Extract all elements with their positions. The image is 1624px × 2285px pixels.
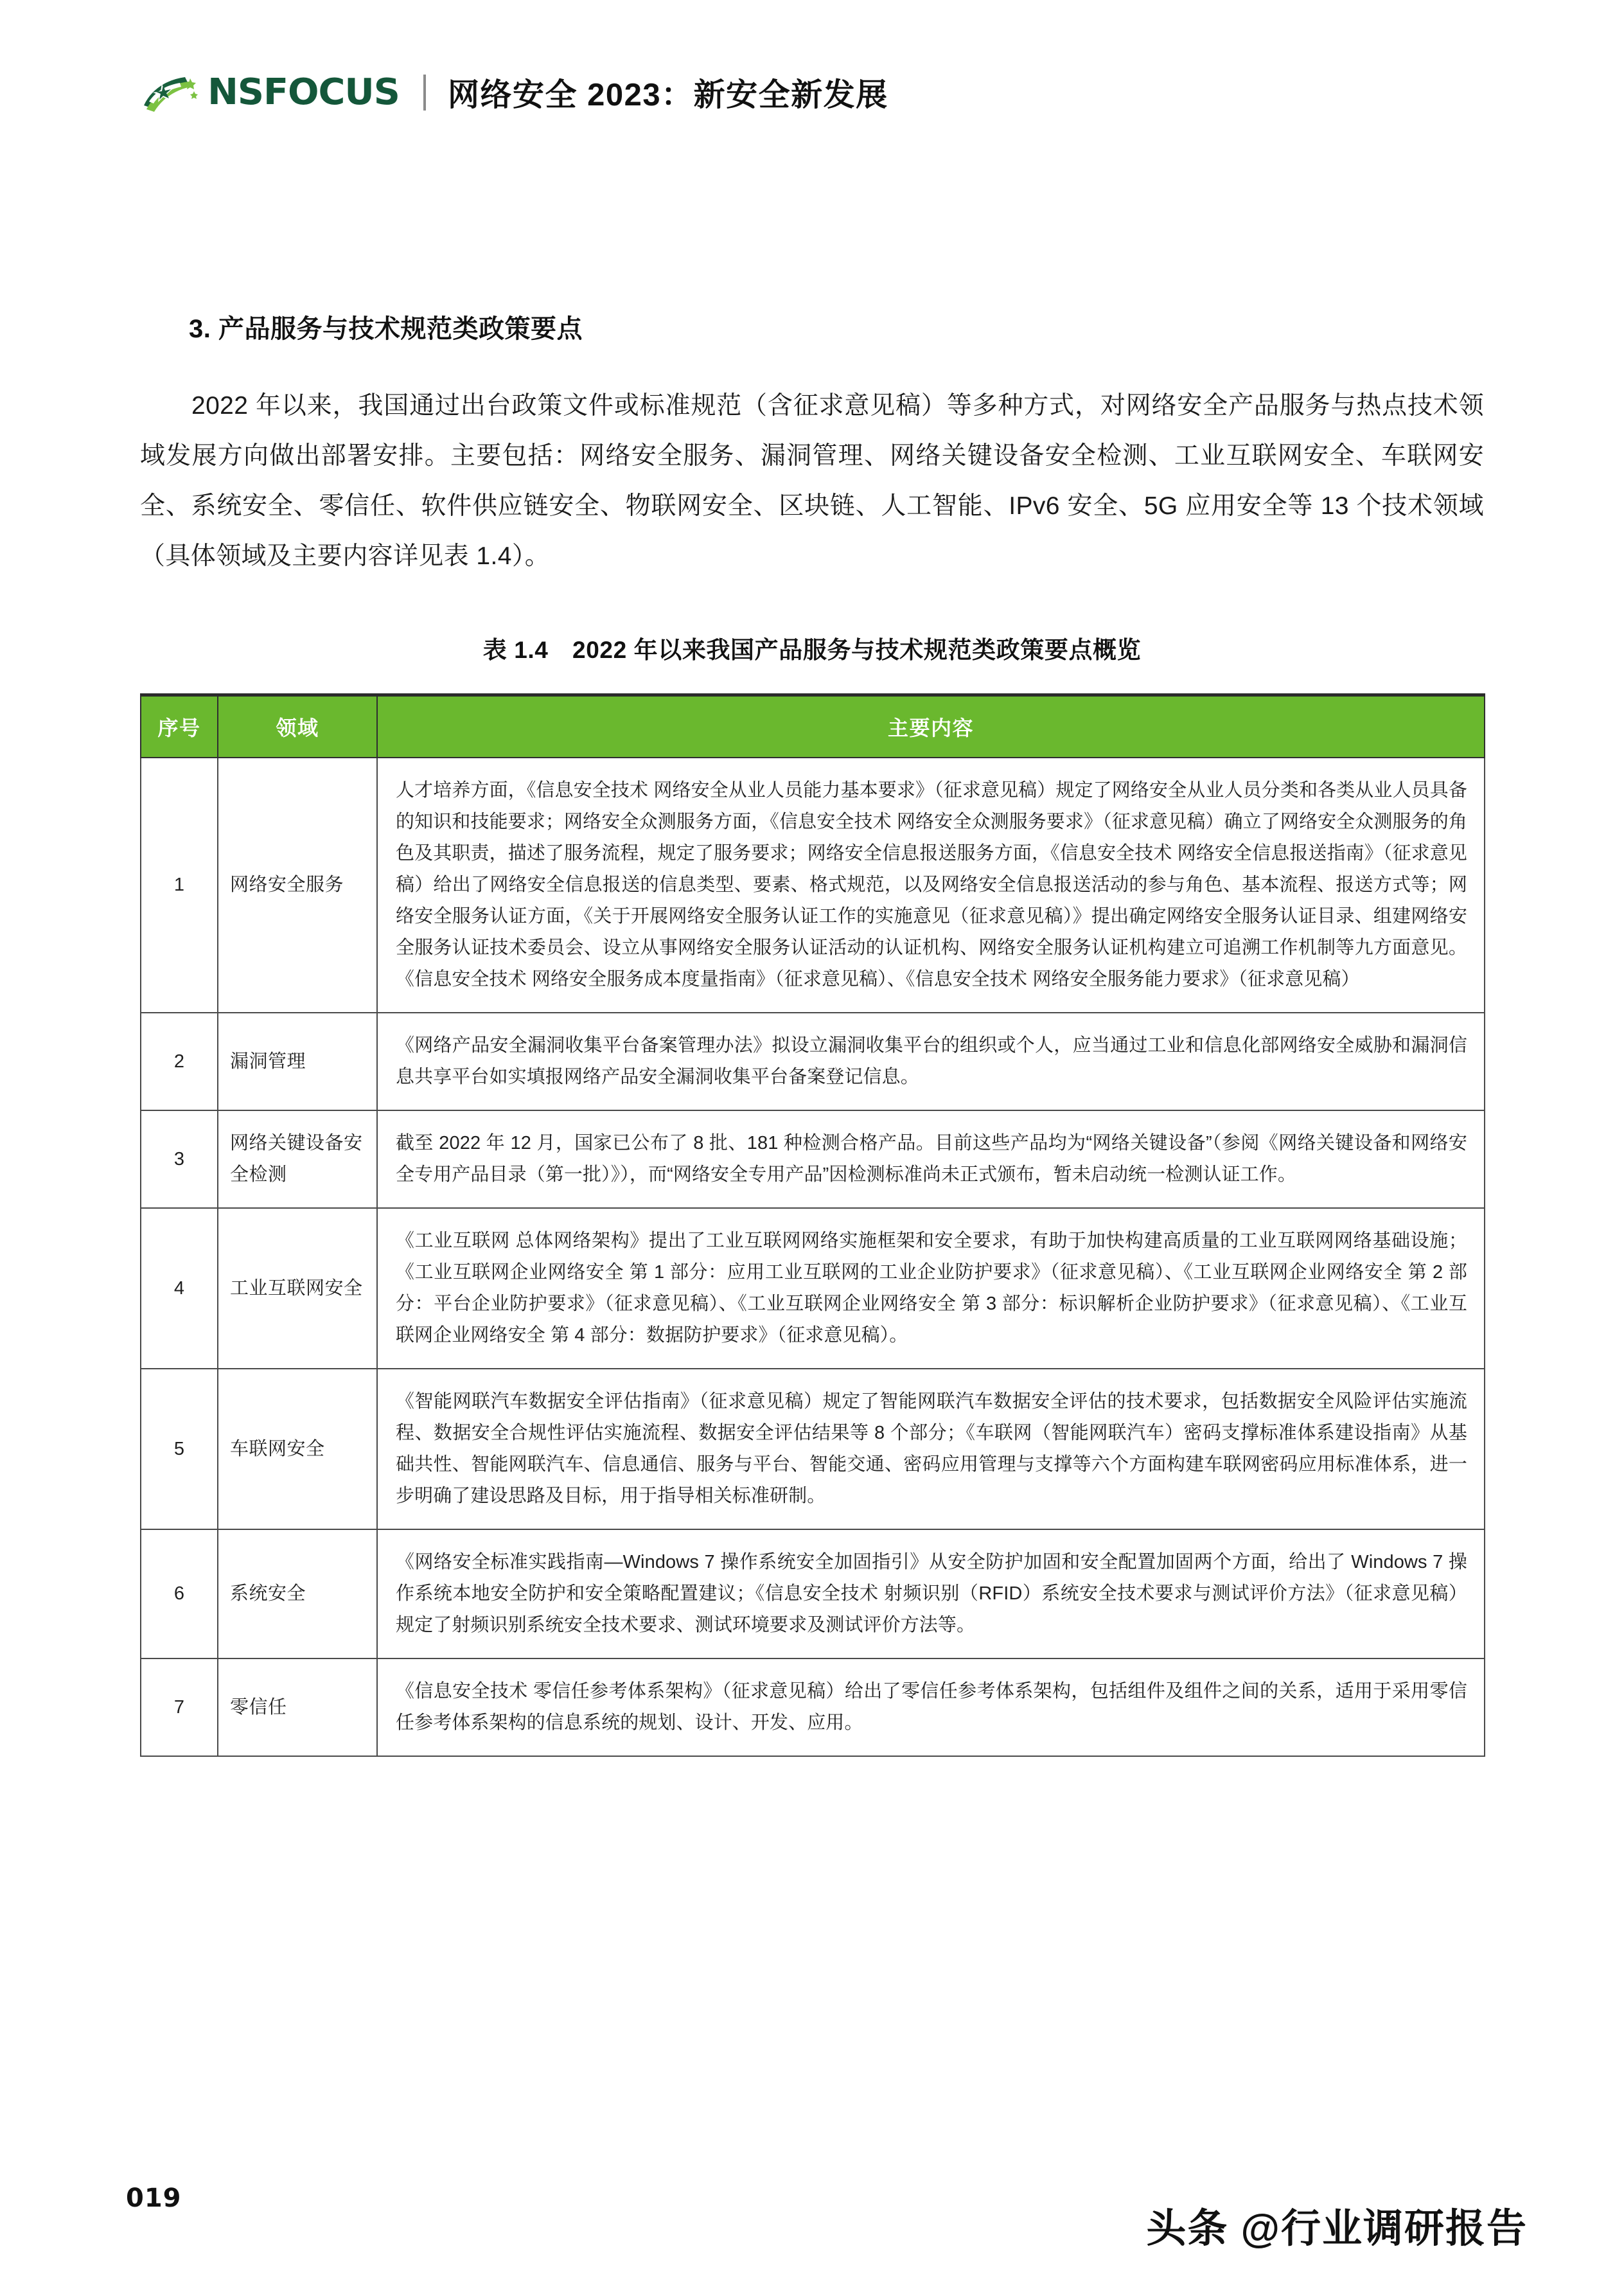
- cell-main: 《网络安全标准实践指南—Windows 7 操作系统安全加固指引》从安全防护加固和安全配置加固两个方面，给出了 Windows 7 操作系统本地安全防护和安全策略配置建议；《信息安全技术 射频识别（RFID）系统安全技术要求与测试评价方法》（征求意见稿）规定了射频识别系统安全技术要求、测试环境要求及测试评价方法等。: [377, 1529, 1485, 1658]
- cell-no: 6: [141, 1529, 218, 1658]
- table-row: [141, 1369, 1485, 1529]
- table-row: [141, 1529, 1485, 1658]
- column-header-main: 主要内容: [377, 695, 1485, 758]
- table-caption: 表 1.4 2022 年以来我国产品服务与技术规范类政策要点概览: [482, 637, 1142, 663]
- cell-field: 零信任: [218, 1658, 377, 1756]
- table-row: [141, 1208, 1485, 1369]
- table-header-row: [141, 695, 1485, 758]
- page-number: 019: [126, 2183, 182, 2213]
- header-divider: [423, 75, 426, 111]
- cell-main: 《智能网联汽车数据安全评估指南》（征求意见稿）规定了智能网联汽车数据安全评估的技术要求，包括数据安全风险评估实施流程、数据安全合规性评估实施流程、数据安全评估结果等 8 个部分；《车联网（智能网联汽车）密码支撑标准体系建设指南》从基础共性、智能网联汽车、信息通信、服务与平台、智能交通、密码应用管理与支撑等六个方面构建车联网密码应用标准体系，进一步明确了建设思路及目标，用于指导相关标准研制。: [377, 1369, 1485, 1529]
- cell-main: 人才培养方面，《信息安全技术 网络安全从业人员能力基本要求》（征求意见稿）规定了网络安全从业人员分类和各类从业人员具备的知识和技能要求；网络安全众测服务方面，《信息安全技术 网络安全众测服务要求》（征求意见稿）确立了网络安全众测服务的角色及其职责，描述了服务流程，规定了服务要求；网络安全信息报送服务方面，《信息安全技术 网络安全信息报送指南》（征求意见稿）给出了网络安全信息报送的信息类型、要素、格式规范，以及网络安全信息报送活动的参与角色、基本流程、报送方式等；网络安全服务认证方面，《关于开展网络安全服务认证工作的实施意见（征求意见稿）》提出确定网络安全服务认证目录、组建网络安全服务认证技术委员会、设立从事网络安全服务认证活动的认证机构、网络安全服务认证机构建立可追溯工作机制等九方面意见。《信息安全技术 网络安全服务成本度量指南》（征求意见稿）、《信息安全技术 网络安全服务能力要求》（征求意见稿）: [377, 758, 1485, 1013]
- cell-field: 工业互联网安全: [218, 1208, 377, 1369]
- cell-no: 7: [141, 1658, 218, 1756]
- table-row: [141, 758, 1485, 1013]
- watermark: 头条 @行业调研报告: [1146, 2207, 1528, 2251]
- cell-main: 截至 2022 年 12 月，国家已公布了 8 批、181 种检测合格产品。目前这些产品均为“网络关键设备”（参阅《网络关键设备和网络安全专用产品目录（第一批）》），而“网络安全专用产品”因检测标准尚未正式颁布，暂未启动统一检测认证工作。: [377, 1110, 1485, 1208]
- nsfocus-wordmark: NSFOCUS: [207, 71, 400, 113]
- cell-no: 2: [141, 1013, 218, 1110]
- cell-no: 4: [141, 1208, 218, 1369]
- page-header: [140, 69, 888, 116]
- cell-main: 《网络产品安全漏洞收集平台备案管理办法》拟设立漏洞收集平台的组织或个人，应当通过工业和信息化部网络安全威胁和漏洞信息共享平台如实填报网络产品安全漏洞收集平台备案登记信息。: [377, 1013, 1485, 1110]
- cell-field: 车联网安全: [218, 1369, 377, 1529]
- table-row: [141, 1658, 1485, 1756]
- nsfocus-logo: [140, 69, 398, 116]
- policy-overview-table: [140, 693, 1485, 1757]
- body-paragraph: 2022 年以来，我国通过出台政策文件或标准规范（含征求意见稿）等多种方式，对网络安全产品服务与热点技术领域发展方向做出部署安排。主要包括：网络安全服务、漏洞管理、网络关键设备安全检测、工业互联网安全、车联网安全、系统安全、零信任、软件供应链安全、物联网安全、区块链、人工智能、IPv6 安全、5G 应用安全等 13 个技术领域（具体领域及主要内容详见表 1.4）。: [140, 392, 1484, 570]
- section-heading: 3. 产品服务与技术规范类政策要点: [189, 315, 583, 343]
- cell-no: 3: [141, 1110, 218, 1208]
- header-title: 网络安全 2023：新安全新发展: [447, 78, 888, 112]
- main-content: [140, 308, 1484, 1757]
- cell-field: 网络安全服务: [218, 758, 377, 1013]
- column-header-no: 序号: [141, 695, 218, 758]
- cell-no: 5: [141, 1369, 218, 1529]
- table-row: [141, 1013, 1485, 1110]
- cell-field: 系统安全: [218, 1529, 377, 1658]
- cell-field: 漏洞管理: [218, 1013, 377, 1110]
- cell-main: 《工业互联网 总体网络架构》提出了工业互联网网络实施框架和安全要求，有助于加快构建高质量的工业互联网网络基础设施；《工业互联网企业网络安全 第 1 部分：应用工业互联网的工业企业防护要求》（征求意见稿）、《工业互联网企业网络安全 第 2 部分：平台企业防护要求》（征求意见稿）、《工业互联网企业网络安全 第 3 部分：标识解析企业防护要求》（征求意见稿）、《工业互联网企业网络安全 第 4 部分：数据防护要求》（征求意见稿）。: [377, 1208, 1485, 1369]
- table-body: [141, 758, 1485, 1756]
- nsfocus-flag-star-logo-icon: [140, 69, 202, 116]
- column-header-field: 领域: [218, 695, 377, 758]
- cell-no: 1: [141, 758, 218, 1013]
- table-header: [141, 695, 1485, 758]
- table-row: [141, 1110, 1485, 1208]
- cell-field: 网络关键设备安全检测: [218, 1110, 377, 1208]
- cell-main: 《信息安全技术 零信任参考体系架构》（征求意见稿）给出了零信任参考体系架构，包括组件及组件之间的关系，适用于采用零信任参考体系架构的信息系统的规划、设计、开发、应用。: [377, 1658, 1485, 1756]
